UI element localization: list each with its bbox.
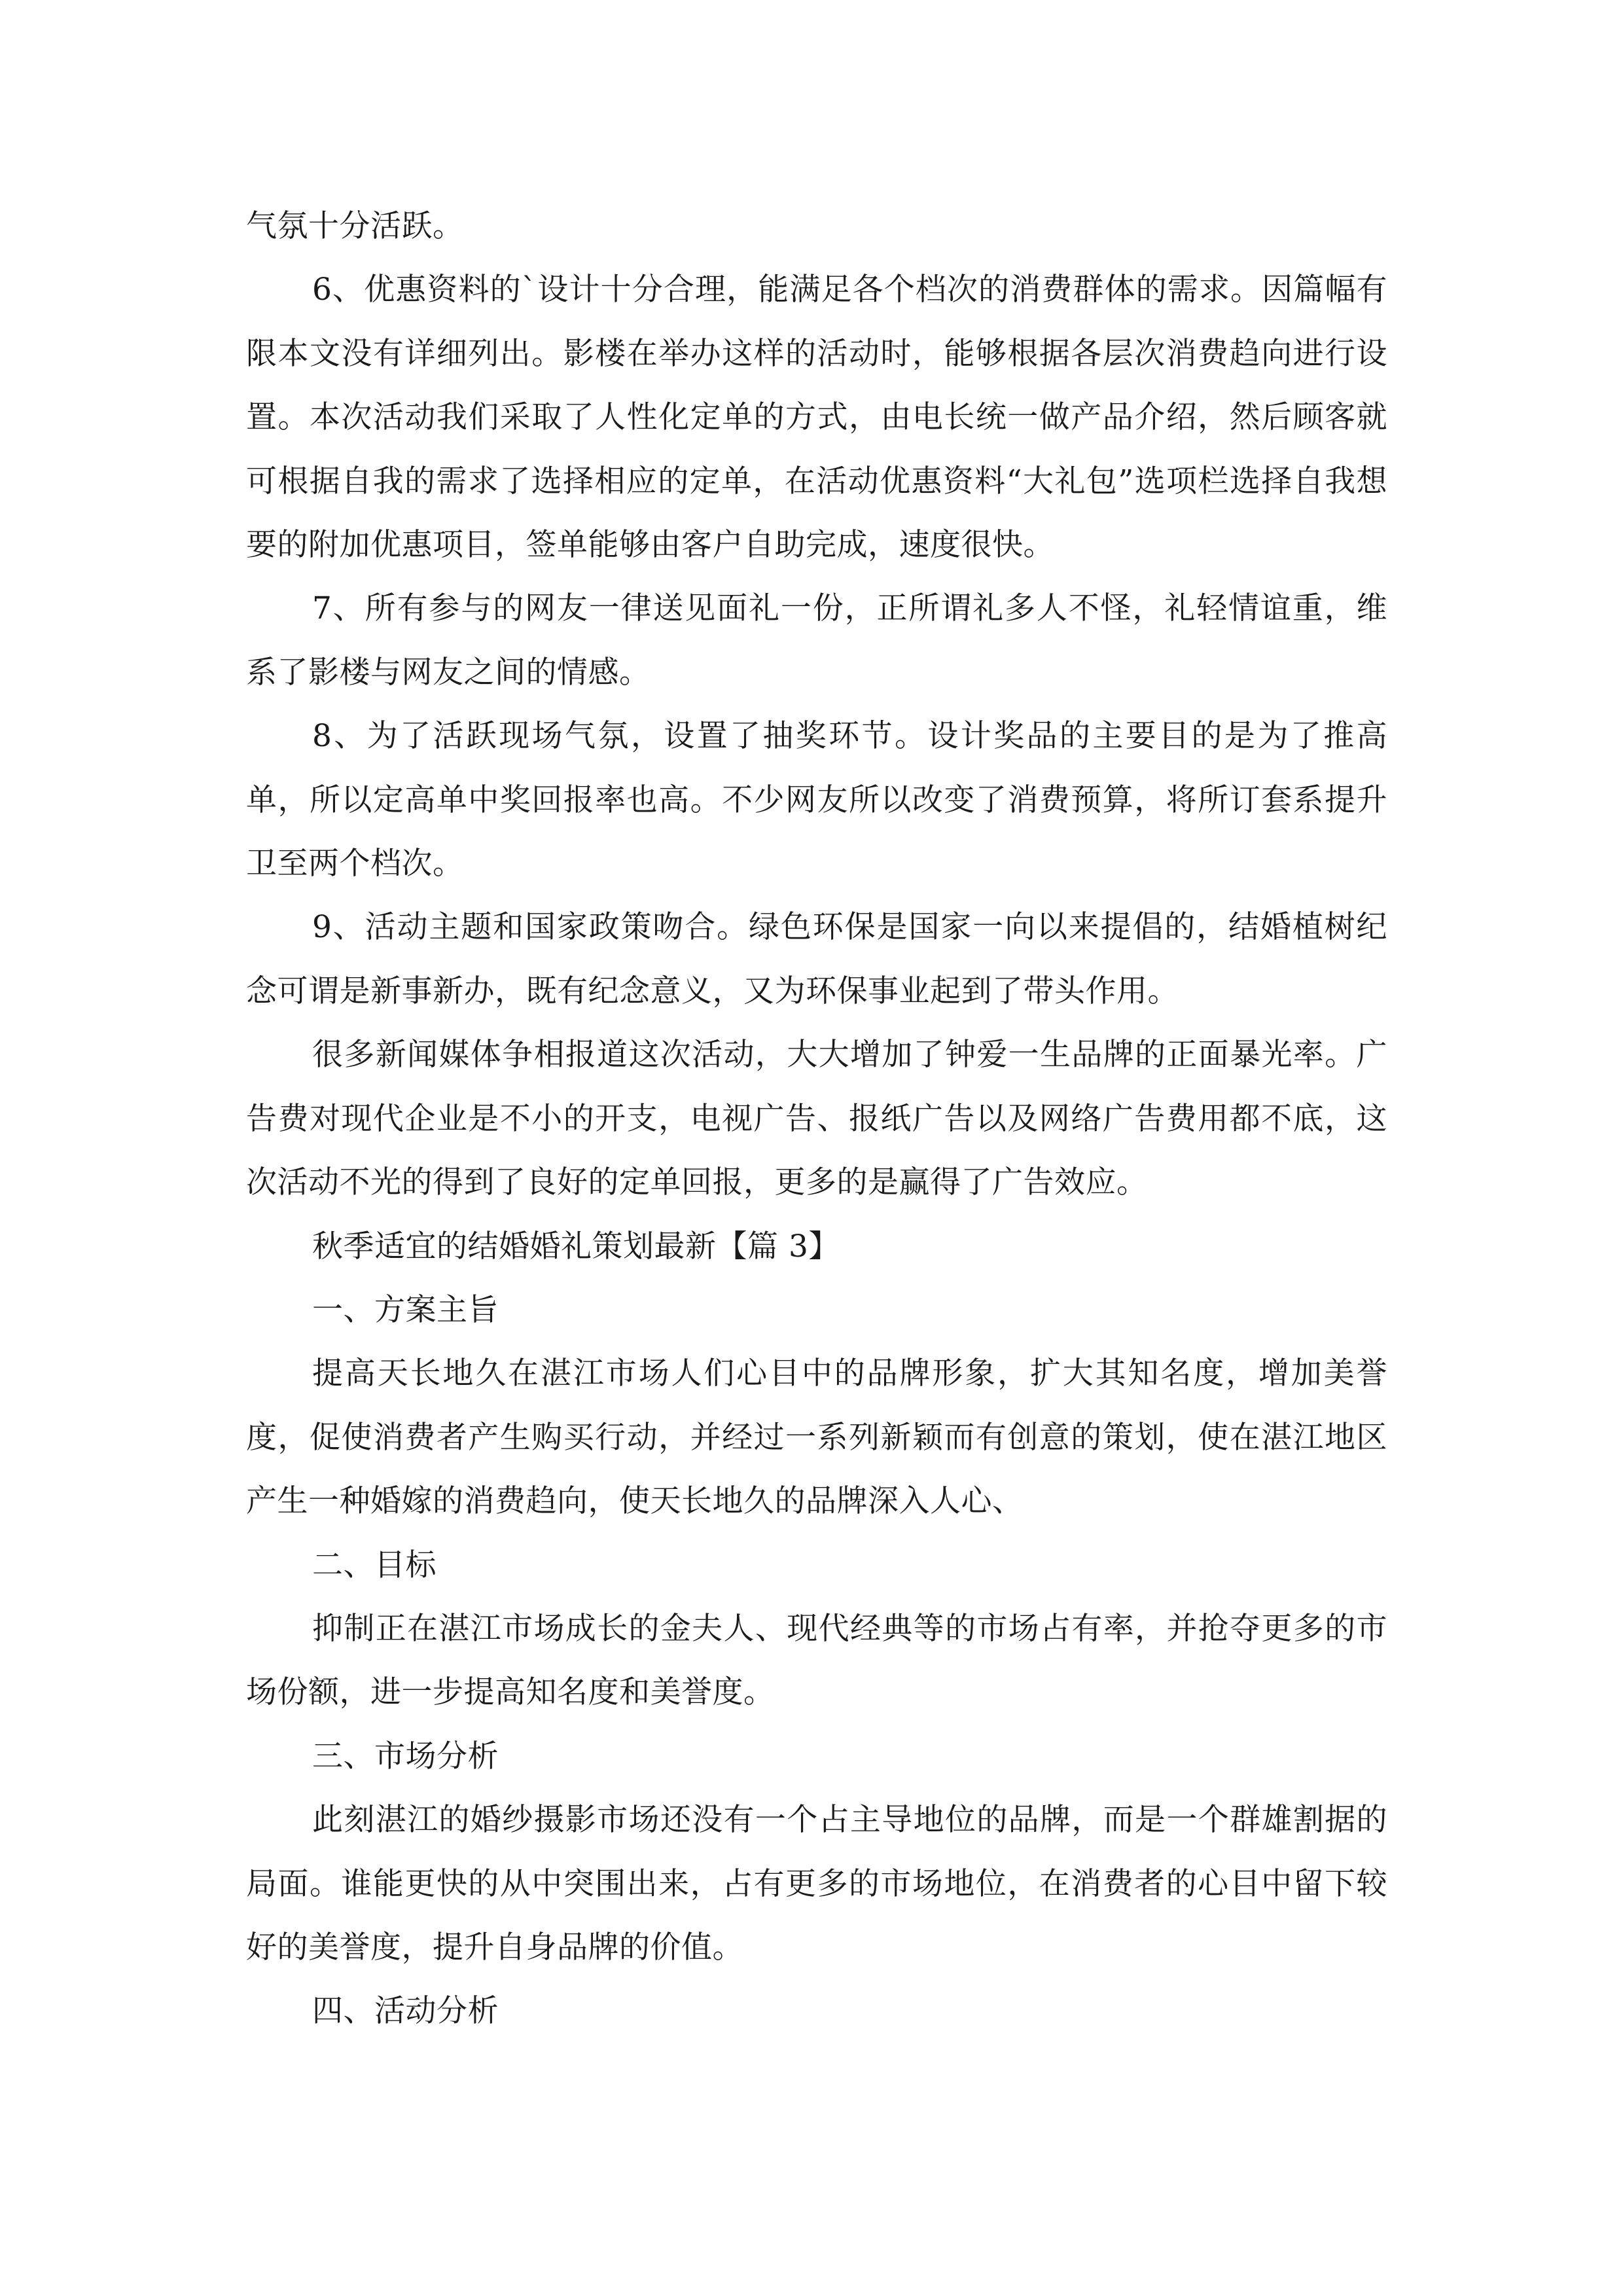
paragraph: 9、活动主题和国家政策吻合。绿色环保是国家一向以来提倡的，结婚植树纪念可谓是新事新办，既有纪念意义，又为环保事业起到了带头作用。: [246, 909, 1387, 1009]
paragraph: 此刻湛江的婚纱摄影市场还没有一个占主导地位的品牌，而是一个群雄割据的局面。谁能更快的从中突围出来，占有更多的市场地位，在消费者的心目中留下较好的美誉度，提升自身品牌的价值。: [246, 1802, 1387, 1965]
section-heading: 三、市场分析: [312, 1738, 499, 1774]
paragraph: 7、所有参与的网友一律送见面礼一份，正所谓礼多人不怪，礼轻情谊重，维系了影楼与网友之间的情感。: [246, 590, 1387, 691]
paragraph: 6、优惠资料的`设计十分合理，能满足各个档次的消费群体的需求。因篇幅有限本文没有详细列出。影楼在举办这样的活动时，能够根据各层次消费趋向进行设置。本次活动我们采取了人性化定单的方式，由电长统一做产品介绍，然后顾客就可根据自我的需求了选择相应的定单，在活动优惠资料“大礼包”选项栏选择自我想要的附加优惠项目，签单能够由客户自助完成，速度很快。: [246, 272, 1387, 564]
section-heading: 二、目标: [312, 1547, 437, 1583]
paragraph: 提高天长地久在湛江市场人们心目中的品牌形象，扩大其知名度，增加美誉度，促使消费者产生购买行动，并经过一系列新颖而有创意的策划，使在湛江地区产生一种婚嫁的消费趋向，使天长地久的品牌深入人心、: [246, 1355, 1387, 1520]
paragraph: 8、为了活跃现场气氛，设置了抽奖环节。设计奖品的主要目的是为了推高单，所以定高单中奖回报率也高。不少网友所以改变了消费预算，将所订套系提升卫至两个档次。: [246, 718, 1387, 882]
section-title: 秋季适宜的结婚婚礼策划最新【篇 3】: [312, 1228, 840, 1265]
section-heading: 四、活动分析: [312, 1993, 499, 2030]
document-body: [246, 194, 1387, 2043]
paragraph: 抑制正在湛江市场成长的金夫人、现代经典等的市场占有率，并抢夺更多的市场份额，进一步提高知名度和美誉度。: [246, 1610, 1387, 1711]
paragraph: 气氛十分活跃。: [246, 208, 464, 244]
paragraph: 很多新闻媒体争相报道这次活动，大大增加了钟爱一生品牌的正面暴光率。广告费对现代企业是不小的开支，电视广告、报纸广告以及网络广告费用都不底，这次活动不光的得到了良好的定单回报，更多的是赢得了广告效应。: [246, 1037, 1387, 1201]
section-heading: 一、方案主旨: [312, 1291, 499, 1328]
